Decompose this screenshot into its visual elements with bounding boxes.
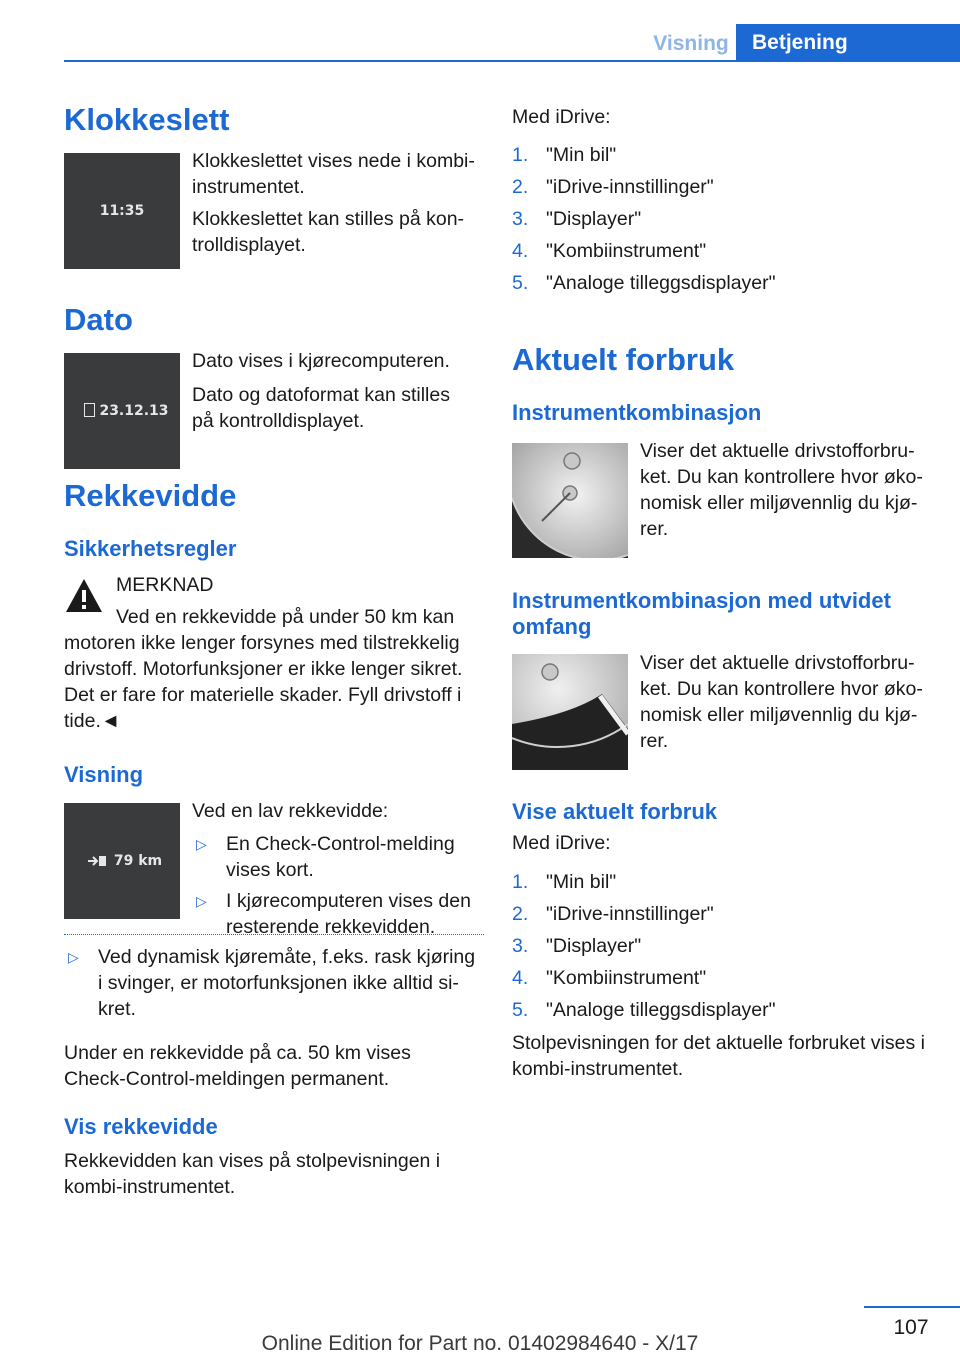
step-number: 3. — [512, 208, 529, 230]
idrive-intro-2: Med iDrive: — [512, 832, 611, 854]
step-number: 3. — [512, 935, 529, 957]
step-number: 4. — [512, 240, 529, 262]
heading-vise-aktuelt-forbruk: Vise aktuelt forbruk — [512, 799, 717, 824]
bullet-3: Ved dynamisk kjøremåte, f.eks. rask kjøring i svinger, er motorfunksjonen ikke alltid si-kret. — [98, 946, 476, 1020]
dotted-divider — [64, 934, 484, 935]
consumption-gauge-image — [512, 443, 628, 558]
heading-sikkerhetsregler: Sikkerhetsregler — [64, 536, 237, 561]
bullet-icon: ▷ — [196, 836, 207, 852]
utvidet-omfang-text: Viser det aktuelle drivstofforbru-ket. Du kan kontrollere hvor øko-nomisk eller miljøvennlig du kjø-rer. — [640, 652, 923, 752]
merknad-label: MERKNAD — [116, 574, 214, 596]
calendar-icon — [84, 403, 95, 417]
date-display-text: 23.12.13 — [99, 403, 169, 419]
bullet-1: En Check-Control-melding vises kort. — [226, 833, 455, 881]
instrumentkombinasjon-text: Viser det aktuelle drivstofforbru-ket. Du kan kontrollere hvor øko-nomisk eller miljøvennlig du kjø-rer. — [640, 440, 923, 540]
vis-rekkevidde-text: Rekkevidden kan vises på stolpevisningen i kombi-instrumentet. — [64, 1150, 441, 1198]
fuel-pump-icon — [88, 854, 108, 868]
step-number: 5. — [512, 999, 529, 1021]
step-number: 2. — [512, 903, 529, 925]
range-display-text: 79 km — [113, 853, 163, 869]
heading-rekkevidde: Rekkevidde — [64, 478, 237, 513]
clock-display-image — [64, 153, 180, 269]
heading-visning: Visning — [64, 762, 144, 787]
heading-klokkeslett: Klokkeslett — [64, 102, 230, 137]
step2-3: "Displayer" — [546, 935, 642, 957]
heading-instrumentkombinasjon: Instrumentkombinasjon — [512, 400, 762, 425]
gauge-dial-icon — [512, 654, 628, 770]
heading-vis-rekkevidde: Vis rekkevidde — [64, 1114, 218, 1139]
heading-aktuelt-forbruk: Aktuelt forbruk — [512, 342, 735, 377]
tab-betjening[interactable]: Betjening — [736, 24, 960, 60]
stolpevisning-text: Stolpevisningen for det aktuelle forbruket vises i kombi-instrumentet. — [512, 1032, 925, 1080]
dato-text-1: Dato vises i kjørecomputeren. — [192, 350, 450, 372]
bullet-icon: ▷ — [68, 949, 79, 965]
heading-dato: Dato — [64, 302, 133, 337]
step2-4: "Kombiinstrument" — [546, 967, 707, 989]
header-rule — [64, 60, 960, 62]
footer-rule — [864, 1306, 960, 1308]
clock-display-text: 11:35 — [99, 203, 145, 219]
range-display-image — [64, 803, 180, 919]
idrive-intro-1: Med iDrive: — [512, 106, 611, 128]
step2-1: "Min bil" — [546, 871, 617, 893]
klokkeslett-text-1: Klokkeslettet vises nede i kombi-instrumentet. — [192, 150, 475, 198]
step-2: "iDrive-innstillinger" — [546, 176, 714, 198]
step-3: "Displayer" — [546, 208, 642, 230]
bullet-icon: ▷ — [196, 893, 207, 909]
bullet-2: I kjørecomputeren vises den resterende rekkevidden. — [226, 890, 471, 938]
step-number: 1. — [512, 871, 529, 893]
heading-utvidet-omfang: Instrumentkombinasjon med utvidet omfang — [512, 588, 891, 639]
step-number: 2. — [512, 176, 529, 198]
extended-gauge-image — [512, 654, 628, 770]
step-number: 1. — [512, 144, 529, 166]
step-number: 4. — [512, 967, 529, 989]
dato-text-2: Dato og datoformat kan stilles på kontrolldisplayet. — [192, 384, 450, 432]
tab-visning[interactable]: Visning — [653, 32, 729, 55]
step-4: "Kombiinstrument" — [546, 240, 707, 262]
footer-edition: Online Edition for Part no. 01402984640 - X/17 — [261, 1332, 699, 1355]
rekkevidde-paragraph: Under en rekkevidde på ca. 50 km vises Check-Control-meldingen permanent. — [64, 1042, 411, 1090]
warning-text: Ved en rekkevidde på under 50 km kan motoren ikke lenger forsynes med tilstrekkelig drivstoff. Motorfunksjoner er ikke lenger sikret. Det er fare for materielle skader. Fyll drivstoff i tide.◄ — [64, 606, 463, 732]
klokkeslett-text-2: Klokkeslettet kan stilles på kon-trolldisplayet. — [192, 208, 465, 256]
step-number: 5. — [512, 272, 529, 294]
step2-2: "iDrive-innstillinger" — [546, 903, 714, 925]
step2-5: "Analoge tilleggsdisplayer" — [546, 999, 776, 1021]
step-5: "Analoge tilleggsdisplayer" — [546, 272, 776, 294]
page-number: 107 — [893, 1316, 929, 1339]
gauge-dial-icon — [512, 443, 628, 558]
date-display-image — [64, 353, 180, 469]
step-1: "Min bil" — [546, 144, 617, 166]
visning-intro: Ved en lav rekkevidde: — [192, 800, 389, 822]
